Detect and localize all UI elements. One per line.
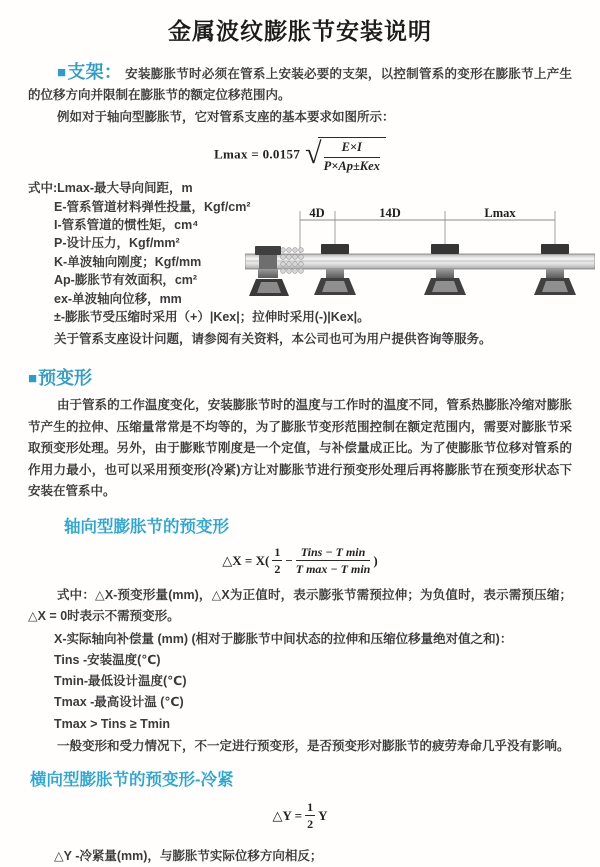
sqrt-radical-icon: √ bbox=[305, 136, 322, 170]
lmax-formula bbox=[28, 137, 572, 174]
fraction-numerator: 1 bbox=[305, 800, 315, 816]
axial-formula-rhs: ) bbox=[373, 552, 378, 568]
axial-subheading: 轴向型膨胀节的预变形 bbox=[64, 517, 229, 536]
definition-line: Tins -安装温度(℃) bbox=[54, 652, 161, 667]
page-title: 金属波纹膨胀节安装说明 bbox=[168, 18, 432, 44]
fraction-numerator: Tins − T min bbox=[296, 545, 371, 561]
lateral-subheading: 横向型膨胀节的预变形-冷紧 bbox=[30, 771, 234, 790]
guide-support bbox=[314, 244, 356, 295]
guide-support bbox=[534, 244, 576, 295]
minus-sign: − bbox=[285, 552, 293, 568]
axial-definitions-block bbox=[28, 629, 572, 735]
fraction-numerator: 1 bbox=[272, 545, 282, 561]
fraction-denominator: 2 bbox=[307, 817, 314, 832]
support-closing-line: 关于管系支座设计问题，请参阅有关资料，本公司也可为用户提供咨询等服务。 bbox=[54, 332, 492, 347]
one-half-fraction bbox=[272, 545, 282, 577]
lateral-formula bbox=[28, 801, 572, 833]
support-section-heading: 支架： bbox=[67, 62, 123, 82]
definition-line: Tmax > Tins ≥ Tmin bbox=[54, 716, 171, 731]
definition-line: ex-单波轴向位移，mm bbox=[54, 291, 182, 306]
fraction-numerator: E×I bbox=[324, 140, 380, 158]
temperature-fraction bbox=[296, 545, 371, 577]
dimension-label-14d: 14D bbox=[379, 206, 401, 221]
lateral-explain-line: △Y -冷紧量(mm)，与膨胀节实际位移方向相反； bbox=[54, 848, 323, 863]
support-example-line: 例如对于轴向型膨胀节，它对管系支座的基本要求如图所示： bbox=[57, 110, 395, 124]
axial-explain-paragraph: 式中：△X-预变形量(mm)，△X为正值时，表示膨张节需预拉伸；为负值时，表示需预压缩；△X = 0时表示不需预变形。 bbox=[28, 587, 572, 623]
dimension-label-4d: 4D bbox=[309, 206, 325, 221]
one-half-fraction bbox=[305, 800, 315, 832]
fraction-denominator: T max − T min bbox=[295, 562, 371, 577]
definition-line: E-管系管道材料弹性投量，Kgf/cm² bbox=[54, 199, 251, 214]
sqrt-fraction bbox=[318, 137, 386, 174]
definition-line: K-单波轴向刚度；Kgf/mm bbox=[54, 254, 202, 269]
predeform-heading-text: 预变形 bbox=[38, 368, 93, 389]
definition-line: Ap-膨胀节有效面积，cm² bbox=[54, 273, 198, 288]
axial-formula bbox=[28, 546, 572, 578]
guide-support bbox=[424, 244, 466, 295]
lateral-formula-lhs: △Y = bbox=[272, 807, 303, 823]
lateral-formula-rhs: Y bbox=[318, 807, 328, 823]
definition-line: Tmin-最低设计温度(℃) bbox=[54, 674, 187, 689]
pipe-support-diagram bbox=[245, 206, 595, 302]
definition-line: 式中:Lmax-最大导向间距，m bbox=[28, 181, 193, 196]
support-definitions-block bbox=[28, 179, 572, 327]
axial-note-line: 一般变形和受力情况下，不一定进行预变形，是否预变形对膨胀节的疲劳寿命几乎没有影响。 bbox=[57, 739, 570, 754]
axial-formula-lhs: △X = X( bbox=[222, 552, 270, 568]
dimension-label-lmax: Lmax bbox=[484, 206, 516, 221]
support-intro-paragraph bbox=[28, 62, 572, 106]
fraction-denominator: 2 bbox=[274, 562, 281, 577]
predeform-section-heading bbox=[28, 364, 572, 390]
section-square-icon: ■ bbox=[28, 370, 38, 388]
definition-line: Tmax -最高设计温 (℃) bbox=[54, 695, 184, 710]
definition-line: P-设计压力，Kgf/mm² bbox=[54, 236, 180, 251]
definition-line: I-管系管道的惯性矩，cm⁴ bbox=[54, 218, 199, 233]
definition-line: X-实际轴向补偿量 (mm) (相对于膨胀节中间状态的拉伸和压缩位移量绝对值之和)： bbox=[54, 631, 513, 646]
lmax-formula-lhs: Lmax = 0.0157 bbox=[214, 146, 301, 162]
support-intro-text: 安装膨胀节时必须在管系上安装必要的支架，以控制管系的变形在膨胀节上产生的位移方向并限制在膨胀节的额定位移范围内。 bbox=[28, 67, 572, 102]
fraction-denominator: P×Ap±Kex bbox=[323, 158, 380, 173]
definition-line: ±-膨胀节受压缩时采用（+）|Kex|；拉伸时采用(-)|Kex|。 bbox=[54, 310, 370, 325]
section-square-icon: ■ bbox=[57, 64, 67, 81]
predeform-paragraph: 由于管系的工作温度变化，安装膨胀节时的温度与工作时的温度不同，管系热膨胀冷缩对膨胀节产生的拉伸、压缩量常常是不均等的，为了膨胀节变形范围控制在额定范围内，需要对膨胀节采取预变形处理。另外，由于膨账节刚度是一个定值，与补偿量成正比。为了使膨胀节位移对管系的作用力最小，也可以采用预变形(冷紧)方让对膨胀节进行预变形处理后再将膨胀节在预变形状态下安装在管系中。 bbox=[28, 398, 572, 499]
